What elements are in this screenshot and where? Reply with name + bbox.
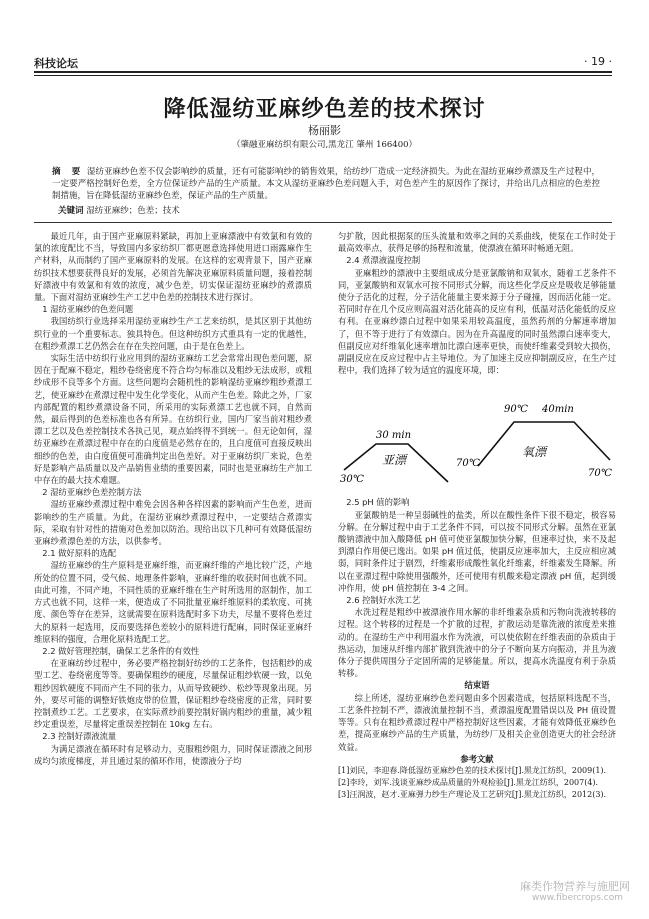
header-rule-thin xyxy=(34,75,612,76)
label-temp-mid: 70℃ xyxy=(456,458,480,470)
subsection-heading: 2.2 做好管理控制，确保工艺条件的有效性 xyxy=(42,645,200,656)
section-heading: 参考文献 xyxy=(460,753,494,764)
watermark-cn: 麻类作物营养与施肥网 xyxy=(520,880,630,893)
paragraph: 匀扩散，因此根据泵的压头流量和效率之间的关系曲线，使泵在工作时处于最高效率点，获得足够的扬程和流量，使漂液在循环时畅通无阻。 xyxy=(338,231,616,254)
subsection-heading: 2.1 做好原料的选配 xyxy=(42,548,117,559)
reference-item: [2]李玲，刘军.浅谈亚麻纱成品质量的外观检验[J].黑龙江纺织，2007(4). xyxy=(338,777,599,787)
paragraph: 亚氯酸钠是一种呈弱碱性的盐类，所以在酸性条件下很不稳定，极容易分解。在分解过程中由于工艺条件不同，可以按不同形式分解。虽然在亚氯酸钠漂液中加入酸降低 pH 值可使亚氯酸加快分解，但速率过快，来不及起到漂白作用便已逸出。如果 pH 值过低，使副反应速率加大，主反应相应减弱，同时条件过于剧烈，纤维素形成酸性氧化纤维素，纤维素发生降解。所以在亚漂过程中除使用强酸外，还可使用有机酸来稳定漂液 pH 值，起到缓冲作用，使 pH 值控制在 3-4 之间。 xyxy=(338,509,616,593)
left-column xyxy=(34,230,312,767)
label-temp-high: 90℃ xyxy=(504,404,528,416)
temperature-profile-svg xyxy=(338,382,616,492)
watermark-url: www.fibercrops.com xyxy=(532,893,623,903)
label-time-high: 40min xyxy=(542,404,574,416)
reference-item: [3]汪润波，赵才.亚麻弹力纱生产理论及工艺研究[J].黑龙江纺织，2012(3). xyxy=(338,789,607,799)
section-heading: 结束语 xyxy=(464,680,490,691)
label-temp-start: 30℃ xyxy=(340,474,364,486)
paragraph: 湿纺亚麻纱的生产原料是亚麻纤维，而亚麻纤维的产地比较广泛，产地所处的位置不同，受气候、地理条件影响，亚麻纤维的收获时间也就不同。由此可推，不同产地，不同性质的亚麻纤维在生产时所选用的沤制作，加工方式也就不同，这样一来，便造成了不同批量亚麻纤维原料的柔软度、可挑度、颜色等存在差异，这就需要在原料选配时多下功夫，尽量不要将色差过大的原料一起选用，反而要选择色差较小的原料进行配麻，同时保证亚麻纤维原料的强度，合理化原料选配工艺。 xyxy=(34,560,312,644)
keywords-text: 湿纺亚麻纱；色差；技术 xyxy=(86,206,180,216)
label-temp-end: 70℃ xyxy=(588,468,612,480)
page-number: · 19 · xyxy=(584,55,612,68)
reference-item: [1]刘民，李迎春.降低湿纺亚麻纱色差的技术探讨[J].黑龙江纺织，2009(1). xyxy=(338,765,607,775)
paragraph: 实际生活中纺织行业应用到的湿纺亚麻纺工艺会常常出现色差问题，原因在于配麻不稳定，粗纱卷绕密度不符合均匀标准以及粗纱无法成形，或粗纱成形不良等多个方面。这些问题均会随机性的影响湿纺亚麻纱粗纱煮漂工艺，使亚麻纱在煮漂过程中发生化学变化，从而产生色差。除此之外，厂家内部配置的粗纱煮漂设备不同，所采用的实际煮漂工艺也就不同，自然而然，最后得到的色差标准也各有所异。在纺织行业，国内厂家当前对粗纱煮漂工艺以及色差控制技术各执己见，观点始终得不到统一。但无论如何，湿纺亚麻纱在煮漂过程中存在的白度值是必然存在的，且白度值可直接反映出细纱的色差，由白度值便可准确判定出色差好。对于亚麻纺织厂来说，色差好是影响产品质量以及产品销售业绩的重要因素，同时也是亚麻纺生产加工中存在的最大技术难题。 xyxy=(34,353,312,486)
paragraph: 最近几年，由于国产亚麻原料紧缺，再加上亚麻漂液中有效氯和有效的氯的浓度配比不当，导致国内多家纺织厂都更愿意选择使用进口雨露麻作生产材料，从而制约了国产亚麻原料的发展。在这样的宏观背景下，国产亚麻纺织技术想要获得良好的发展，必须首先解决亚麻原料质量问题，接着控制好漂液中有效氯和有效的浓度，减少色差，切实保证湿纺亚麻纱的煮漂质量。下面对湿纺亚麻纱生产工艺中色差的控制技术进行探讨。 xyxy=(34,231,312,303)
section-label: 科技论坛 xyxy=(34,57,78,70)
subsection-heading: 2.4 煮漂液温度控制 xyxy=(346,255,421,266)
abstract-text: 湿纺亚麻纱色差不仅会影响纱的质量，还有可能影响纱的销售效果，给纺纱厂造成一定经济损失。为此在湿纺亚麻纱煮漂及生产过程中，一定要严格控制好色差，全方位保证纱产品的生产质量。本文从湿纺亚麻纱色差问题入手，对色差产生的原因作了探讨，并给出几点相应的色差控制措施，旨在降低湿纺亚麻纱色差，保证产品的生产质量。 xyxy=(52,167,600,201)
profile-curve-2 xyxy=(478,422,610,466)
label-yanpiao: 氧漂 xyxy=(522,445,547,460)
paragraph: 亚麻粗纱的漂液中主要组成成分是亚氯酸钠和双氧水，随着工艺条件不同，亚氯酸钠和双氧水可按不同形式分解，而这些化学反应是吸收足够能量使分子活化的过程，分子活化能量主要来源于分子碰撞，因而活化能一定。若同时存在几个反应则高温对活化能高的反应有利，低温对活化能低的反应有利。在亚麻纱漂白过程中如果采用较高温度，虽然药剂的分解速率增加了，但不等于进行了有效漂白。因为在升高温度的同时虽然漂白速率变大，但副反应对纤维氧化速率增加比漂白速率更快，而使纤维素受到较大损伤，副副反应在反应过程中占主导地位。为了加速主反应抑制副反应，在生产过程中，我们选择了较为适宜的温度环境，即： xyxy=(338,267,616,376)
keywords-label: 关键词 xyxy=(58,206,84,216)
subsection-heading: 2.3 控制好漂液流量 xyxy=(42,731,117,742)
page-header xyxy=(34,55,612,71)
author-name: 杨丽影 xyxy=(308,124,341,137)
abstract-label: 摘 要 xyxy=(52,167,85,177)
abstract xyxy=(52,166,600,202)
section-heading: 2 湿纺亚麻纱色差控制方法 xyxy=(42,487,142,498)
label-yaping: 亚漂 xyxy=(382,453,407,468)
paragraph: 综上所述，湿纺亚麻纱色差问题由多个因素造成，包括原料选配不当，工艺条件控制不严，漂液流量控制不当，煮漂温度配置错误以及 PH 值设置等等。只有在粗纱煮漂过程中严格控制好这些因素，才能有效降低亚麻纱色差，提高亚麻纱产品的生产质量，为纺纱厂及相关企业创造更大的社会经济效益。 xyxy=(338,692,616,752)
temperature-profile-figure xyxy=(338,382,616,492)
subsection-heading: 2.5 pH 值的影响 xyxy=(346,497,410,508)
paragraph: 湿纺亚麻纱煮漂过程中难免会因各种各样因素的影响而产生色差，进而影响纱的生产质量。为此，在湿纺亚麻纱煮漂过程中，一定要结合煮漂实际，采取有针对性的措施对色差加以防治。现给出以下几种可有效降低湿纺亚麻纱煮漂色差的方法，以供参考。 xyxy=(34,499,312,547)
paragraph: 为满足漂液在循环时有足够动力，克服粗纱阻力，同时保证漂液之间形成均匀浓度梯度，并且通过泵的循环作用，使漂液分子均 xyxy=(34,743,312,766)
keywords xyxy=(58,204,598,216)
header-rule-thick xyxy=(34,71,612,73)
article-title: 降低湿纺亚麻纱色差的技术探讨 xyxy=(163,96,486,122)
right-column-bottom xyxy=(338,496,616,800)
abstract-rule xyxy=(34,222,612,223)
right-column-top xyxy=(338,230,616,376)
paragraph: 我国纺织行业选择采用湿纺亚麻纱生产工艺来纺织，是其区别于其他纺织行业的一个重要标志。独具特色。但这种纺织方式重具有一定的优越性，在粗纱煮漂工艺仍然会在存在失控问题，由于是在色差上。 xyxy=(34,316,312,351)
right-column xyxy=(338,230,616,801)
label-temp-low: 30 min xyxy=(376,430,412,442)
author-affiliation: （肇融亚麻纺织有限公司,黑龙江 肇州 166400） xyxy=(231,140,418,150)
paragraph: 水洗过程是粗纱中被漂液作用水解的非纤维素杂质和污物向洗液转移的过程。这个转移的过程是一个扩散的过程，扩散运动是靠洗液的浓度差来推动的。在湿纺生产中利用温水作为洗液，可以使依附在纤维表面的杂质由于热运动，加速从纤维内部扩散到洗液中的分子不断向某方向振动，并且为液体分子提供周围分子定固所需的足够能量。所以，提高水洗温度有利于杂质转移。 xyxy=(338,607,616,679)
paragraph: 在亚麻纺纱过程中，务必要严格控制好纺纱的工艺条件，包括粗纱的成型工艺、卷绕密度等等。要确保粗纱的硬度，尽量保证粗纱软硬一致，以免粗纱因软硬度不同而产生不同的张力，从而导致硬纱、松纱等现象出现。另外，要尽可能的调整好铁炮皮带的位置，保证粗纱卷绕密度的正常，同时要控制煮纱工艺。工艺要求，在实际煮纱前要控制好锅内粗纱的重量，减少粗纱定重误差，尽量将定重误差控制在 10kg 左右。 xyxy=(34,658,312,730)
subsection-heading: 2.6 控制好水洗工艺 xyxy=(346,595,421,606)
section-heading: 1 湿纺亚麻纱的色差问题 xyxy=(42,304,134,315)
